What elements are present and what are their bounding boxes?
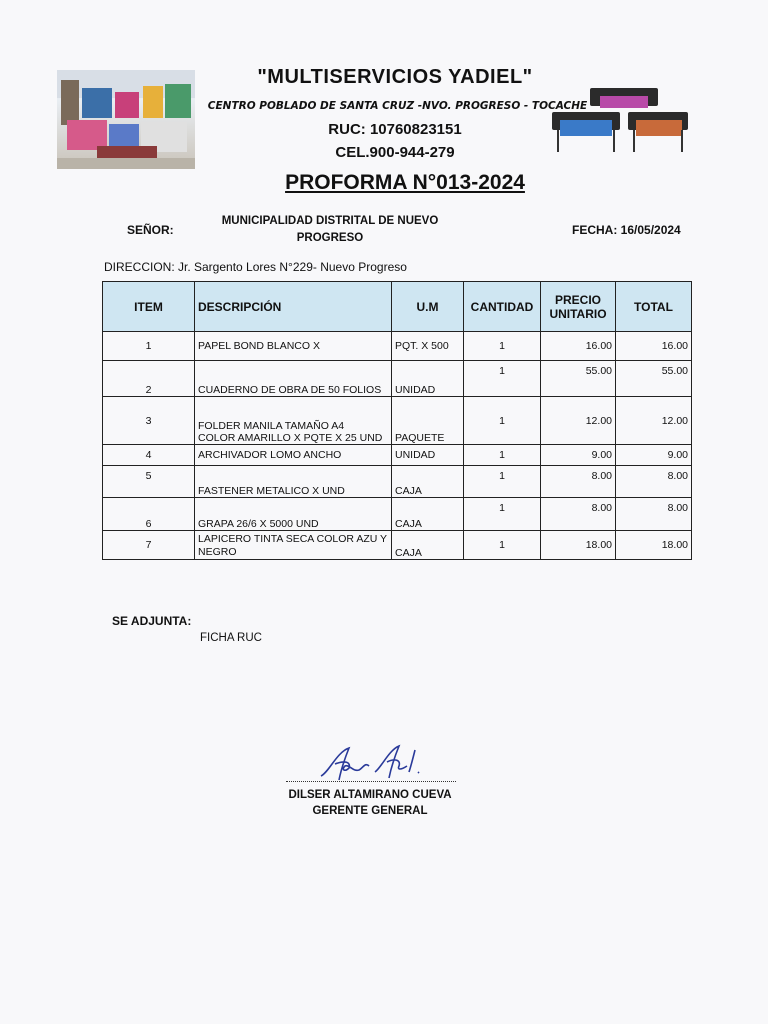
table-row [103, 332, 692, 361]
cell-description: GRAPA 26/6 X 5000 UND [195, 498, 392, 531]
header-unit: U.M [392, 282, 464, 332]
table-row [103, 361, 692, 397]
cell-item: 1 [103, 332, 195, 361]
cell-unit: CAJA [392, 498, 464, 531]
header-price-line1: PRECIO [554, 292, 601, 307]
header-description: DESCRIPCIÓN [195, 282, 392, 332]
cell-description: ARCHIVADOR LOMO ANCHO [195, 445, 392, 466]
company-phone: CEL.900-944-279 [335, 144, 455, 161]
cell-total: 55.00 [616, 361, 692, 397]
document-title: PROFORMA N°013-2024 [285, 171, 525, 194]
cell-item: 2 [103, 361, 195, 397]
attachments-label: SE ADJUNTA: [112, 614, 192, 628]
header-quantity: CANTIDAD [464, 282, 541, 332]
table-row [103, 531, 692, 560]
cell-description: FASTENER METALICO X UND [195, 466, 392, 498]
cell-unit: UNIDAD [392, 361, 464, 397]
cell-price: 9.00 [541, 445, 616, 466]
cell-description: CUADERNO DE OBRA DE 50 FOLIOS [195, 361, 392, 397]
items-table [102, 281, 692, 560]
cell-quantity: 1 [464, 397, 541, 445]
table-row [103, 466, 692, 498]
cell-item: 5 [103, 466, 195, 498]
cell-unit: UNIDAD [392, 445, 464, 466]
signer-block [270, 787, 470, 819]
cell-quantity: 1 [464, 466, 541, 498]
header-price-line2: UNITARIO [549, 306, 607, 321]
cell-price: 12.00 [541, 397, 616, 445]
header-unit-price [541, 282, 616, 332]
cell-item: 6 [103, 498, 195, 531]
company-address: CENTRO POBLADO DE SANTA CRUZ -NVO. PROGRESO - TOCACHE [207, 100, 588, 112]
cell-total: 9.00 [616, 445, 692, 466]
cell-description: PAPEL BOND BLANCO X [195, 332, 392, 361]
cell-unit: PAQUETE [392, 397, 464, 445]
cell-description [195, 531, 392, 560]
document-date: FECHA: 16/05/2024 [572, 223, 681, 237]
cell-item: 7 [103, 531, 195, 560]
company-ruc: RUC: 10760823151 [328, 121, 462, 138]
cell-total: 18.00 [616, 531, 692, 560]
client-label: SEÑOR: [127, 223, 174, 237]
client-name [200, 213, 460, 247]
cell-quantity: 1 [464, 445, 541, 466]
cell-price: 18.00 [541, 531, 616, 560]
cell-quantity: 1 [464, 332, 541, 361]
cell-unit: CAJA [392, 531, 464, 560]
signer-role: GERENTE GENERAL [312, 805, 428, 817]
cell-total: 16.00 [616, 332, 692, 361]
client-name-line2: PROGRESO [296, 232, 364, 244]
cell-total: 8.00 [616, 466, 692, 498]
signer-name: DILSER ALTAMIRANO CUEVA [288, 789, 452, 801]
cell-quantity: 1 [464, 498, 541, 531]
table-row [103, 397, 692, 445]
cell-quantity: 1 [464, 531, 541, 560]
printers-image [550, 86, 690, 154]
table-row [103, 498, 692, 531]
cell-description-line2: COLOR AMARILLO X PQTE X 25 UND [198, 432, 383, 444]
cell-price: 55.00 [541, 361, 616, 397]
cell-unit: PQT. X 500 [392, 332, 464, 361]
cell-description-line1: LAPICERO TINTA SECA COLOR AZU Y [198, 533, 388, 545]
cell-unit: CAJA [392, 466, 464, 498]
cell-item: 4 [103, 445, 195, 466]
cell-total: 8.00 [616, 498, 692, 531]
header-item: ITEM [103, 282, 195, 332]
cell-price: 8.00 [541, 466, 616, 498]
cell-description-line1: FOLDER MANILA TAMAÑO A4 [198, 420, 345, 432]
cell-quantity: 1 [464, 361, 541, 397]
cell-price: 16.00 [541, 332, 616, 361]
cell-total: 12.00 [616, 397, 692, 445]
client-address: DIRECCION: Jr. Sargento Lores N°229- Nuevo Progreso [104, 260, 407, 274]
header-total: TOTAL [616, 282, 692, 332]
table-header-row [103, 282, 692, 332]
cell-description [195, 397, 392, 445]
cell-item: 3 [103, 397, 195, 445]
client-name-line1: MUNICIPALIDAD DISTRITAL DE NUEVO [221, 215, 439, 227]
cell-description-line2: NEGRO [198, 546, 237, 558]
company-name: "MULTISERVICIOS YADIEL" [257, 66, 533, 88]
table-row [103, 445, 692, 466]
attachment-item: FICHA RUC [200, 632, 262, 644]
handwritten-signature [315, 742, 435, 784]
cell-price: 8.00 [541, 498, 616, 531]
store-photo [57, 70, 195, 169]
signature-line [286, 781, 456, 782]
